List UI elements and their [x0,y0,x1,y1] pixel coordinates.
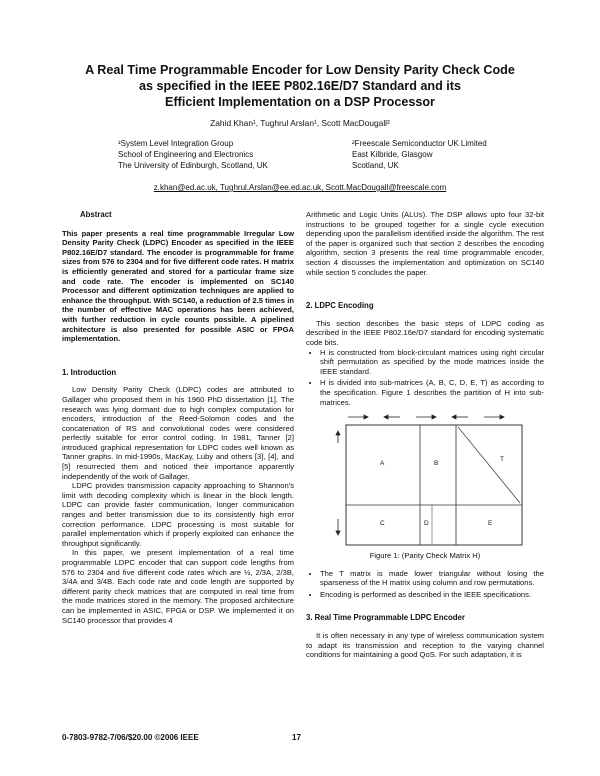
paper-title [40,62,560,110]
submatrix-label-c: C [380,520,385,528]
list-item: • H is divided into sub-matrices (A, B, C, D, E, T) as according to the specification. Figure 1 describes the partition of H into sub-matrices. [320,378,544,407]
page-number: 17 [292,733,301,742]
author-list: Zahid Khan¹, Tughrul Arslan¹, Scott MacDougall² [210,118,390,128]
footer-isbn: 0-7803-9782-7/06/$20.00 ©2006 IEEE [62,733,199,742]
abstract-body: This paper presents a real time programmable Irregular Low Density Parity Check (LDPC) Encoder as specified in the IEEE P802.16E/D7 standard. The encoder is programmable for frame sizes from 576 to 2304 and for five different code rates. H matrix is efficiently generated and stored for a particular frame size and code rate. The encoder is implemented on SC140 Processor and different optimization techniques are applied to enhance the throughput. With SC140, a reduction of 2.5 times in the number of effective MAC operations has been achieved, with further reduction in cycle counts possible. A pipelined architecture is also presented for possible ASIC or FPGA implementation. [62,228,294,344]
title-line: as specified in the IEEE P802.16E/D7 Standard and its [139,79,461,93]
abstract-heading: Abstract [80,210,112,219]
paragraph: In this paper, we present implementation of a real time programmable LDPC encoder that can support code lengths from 576 to 2304 and five different code rates which are ½, 2/3A, 2/3B, 3/4A and 3/4B. Each code rate and code length are supported by different parity check matrices that are computed in real time from the mode matrices stored in the memory. The proposed architecture can be implemented in ASIC, FPGA or DSP. We implemented it on SC140 processor that provides 4 [62,548,294,625]
paragraph: Arithmetic and Logic Units (ALUs). The DSP allows upto four 32-bit instructions to be grouped together for a single cycle execution depending upon the parallelism identified inside the algorithm. The rest of the paper is organized such that section 2 describes the encoding algorithm, section 3 presents the real time programmable encoder, section 4 discusses the implementation and optimization on SC140 while section 5 concludes the paper. [306,210,544,277]
bullet-list [306,569,544,600]
paragraph: This section describes the basic steps of LDPC coding as described in the IEEE P802.16e/D7 standard for encoding systematic code bits. [306,318,544,347]
affiliation-line: The University of Edinburgh, Scotland, UK [118,161,268,170]
email-links[interactable]: z.khan@ed.ac.uk, Tughrul.Arslan@ee.ed.ac.uk, Scott.MacDougall@freescale.com [153,183,447,192]
figure-caption: Figure 1: (Parity Check Matrix H) [369,551,481,561]
bullet-list [306,348,544,408]
submatrix-label-t: T [500,456,504,464]
paragraph: Low Density Parity Check (LDPC) codes are attributed to Gallager who proposed them in his 1960 PhD dissertation [1]. The research was lying dormant due to high complex computation for encoders, introduction of the Reed-Solomon codes and the concatenation of RS and convolutional codes were considered perfectly suitable for error control coding. In 1981, Tanner [2] introduced graphical representation for LDPC codes well known as Tanner graphs. In mid-1990s, MacKay, Luby and others [3], [4], and [5] resurrected them and noticed their importance apparently independently of the work of Gallager. [62,385,294,481]
affiliation-1 [118,138,328,171]
submatrix-label-e: E [488,520,493,528]
section-3-heading: 3. Real Time Programmable LDPC Encoder [306,613,465,623]
title-line: Efficient Implementation on a DSP Processor [165,95,435,109]
section-1-heading: 1. Introduction [62,367,117,377]
list-item: • The T matrix is made lower triangular without losing the sparseness of the H matrix using column and row permutations. [320,569,544,588]
submatrix-label-d: D [424,520,429,528]
affiliation-line: East Kilbride, Glasgow [352,150,433,159]
title-line: A Real Time Programmable Encoder for Low Density Parity Check Code [85,63,515,77]
affiliation-line: ¹System Level Integration Group [118,139,234,148]
right-column [306,210,544,660]
affiliation-line: Scotland, UK [352,161,399,170]
affiliation-line: School of Engineering and Electronics [118,150,254,159]
paragraph: LDPC provides transmission capacity approaching to Shannon's limit with decoding complexity which is linear in the block length. LDPC can provide faster communication, longer communication ranges and better transmission due to its consistently high error correction performance. LDPC processing is most suitable for parallel implementation which if properly exploited can enhance the throughput significantly. [62,481,294,548]
list-item: • H is constructed from block-circulant matrices using right circular shift permutation as specified by the mode matrices inside the IEEE standard. [320,348,544,377]
submatrix-label-a: A [380,460,385,468]
submatrix-label-b: B [434,460,439,468]
section-2-heading: 2. LDPC Encoding [306,301,374,311]
paragraph: It is often necessary in any type of wireless communication system to adapt its transmission and reception to the varying channel conditions for maintaining a good QoS. For such adaptation, it is [306,631,544,660]
left-column [62,210,294,625]
affiliation-line: ²Freescale Semiconductor UK Limited [352,139,487,148]
affiliation-2 [352,138,552,171]
list-item: • Encoding is performed as described in the IEEE specifications. [320,590,544,600]
author-emails [40,183,560,192]
figure-parity-check-matrix [328,411,528,547]
